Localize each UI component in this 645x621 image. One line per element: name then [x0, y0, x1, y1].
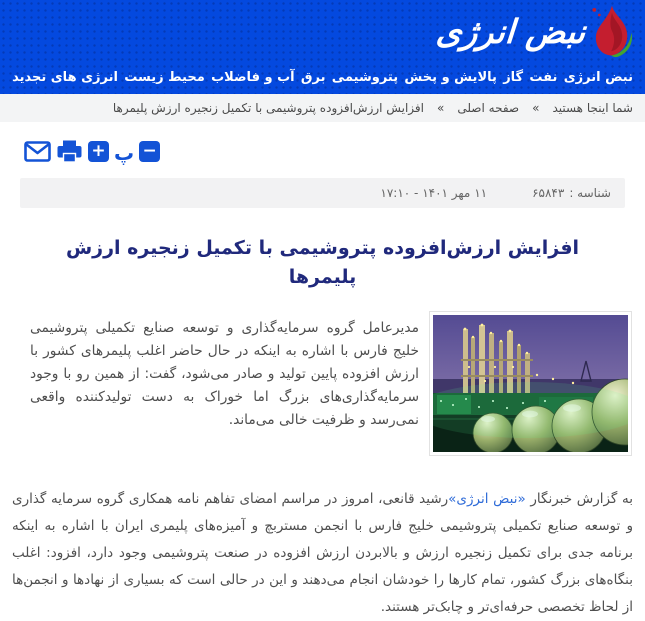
- font-increase-button[interactable]: +: [88, 141, 109, 162]
- article-lead-section: [30, 311, 632, 456]
- article-datetime: ۱۱ مهر ۱۴۰۱ - ۱۷:۱۰: [380, 186, 488, 200]
- breadcrumb-home-link[interactable]: صفحه اصلی: [457, 101, 520, 115]
- article-lead: مدیرعامل گروه سرمایه‌گذاری و توسعه صنایع تکمیلی پتروشیمی خلیج فارس با اشاره به اینکه در حال حاضر اغلب پلیمرهای کشور با ارزش افزوده پایین تولید و صادر می‌شود، گفت: از همین رو با وجود سرمایه‌گذاری‌های بزرگ اما خوراک به دست تولیدکننده واقعی نمی‌رسد و ظرفیت خالی می‌ماند.: [30, 320, 419, 428]
- email-icon[interactable]: [24, 141, 51, 162]
- font-decrease-button[interactable]: −: [139, 141, 160, 162]
- article-id-label: شناسه :: [569, 186, 611, 200]
- main-nav: [0, 60, 645, 94]
- brand-logo-text: نبض انرژی: [434, 11, 587, 51]
- article-meta-bar: [20, 178, 625, 208]
- nav-item-nabz-energy[interactable]: نبض انرژی: [563, 69, 633, 85]
- nav-item-gas[interactable]: گاز: [503, 69, 524, 85]
- article-body-source-link[interactable]: «نبض انرژی»: [448, 491, 526, 507]
- article-id: [532, 186, 611, 200]
- breadcrumb: [0, 94, 645, 122]
- brand-logo[interactable]: [422, 4, 635, 58]
- nav-item-oil[interactable]: نفت: [529, 69, 558, 85]
- print-icon[interactable]: [57, 140, 82, 163]
- nav-item-electricity[interactable]: برق: [300, 69, 326, 85]
- article-body-before: به گزارش خبرنگار: [525, 491, 633, 507]
- breadcrumb-separator-icon: «: [436, 101, 445, 115]
- article-body: [12, 486, 633, 621]
- petrochemical-plant-illustration: [433, 315, 628, 452]
- font-size-letter: پ: [114, 141, 135, 165]
- nav-item-environment[interactable]: محیط زیست: [124, 69, 205, 85]
- nav-item-water-sewage[interactable]: آب و فاضلاب: [211, 69, 295, 85]
- article-image: [429, 311, 632, 456]
- nav-item-petrochemical[interactable]: پتروشیمی: [331, 69, 399, 85]
- article-title: افزایش ارزش‌افزوده پتروشیمی با تکمیل زنجیره ارزش پلیمرها: [65, 237, 580, 288]
- breadcrumb-you-are-here: شما اینجا هستید: [552, 101, 633, 115]
- breadcrumb-separator-icon: «: [532, 101, 540, 115]
- article-body-after: رشید قانعی، امروز در مراسم امضای تفاهم نامه همکاری گروه سرمایه گذاری و توسعه صنایع تکمیلی پتروشیمی خلیج فارس با انجمن مستربچ و آمیزه‌های پلیمری ایران با اشاره به اینکه برنامه جدی برای تکمیل زنجیره ارزش و بالابردن ارزش افزوده در صنعت پتروشیمی وجود دارد، افزود: اغلب بنگاه‌های بزرگ کشور، تمام کارها را خودشان انجام می‌دهند و این در حالی است که بسیاری از نهادها و انجمن‌ها از لحاظ تخصصی حرفه‌ای‌تر و چابک‌تر هستند.: [12, 491, 633, 615]
- article-id-value: ۶۵۸۴۳: [532, 186, 565, 200]
- nav-item-refining-distribution[interactable]: پالایش و پخش: [404, 69, 497, 85]
- flame-leaf-icon: [589, 4, 635, 58]
- share-toolbar: [0, 138, 645, 164]
- nav-item-renewable-energy[interactable]: انرژی های تجدید: [12, 69, 118, 85]
- header-top: [0, 0, 645, 60]
- site-header: [0, 0, 645, 94]
- breadcrumb-current-page: افزایش ارزش‌افزوده پتروشیمی با تکمیل زنجیره ارزش پلیمرها: [112, 101, 424, 115]
